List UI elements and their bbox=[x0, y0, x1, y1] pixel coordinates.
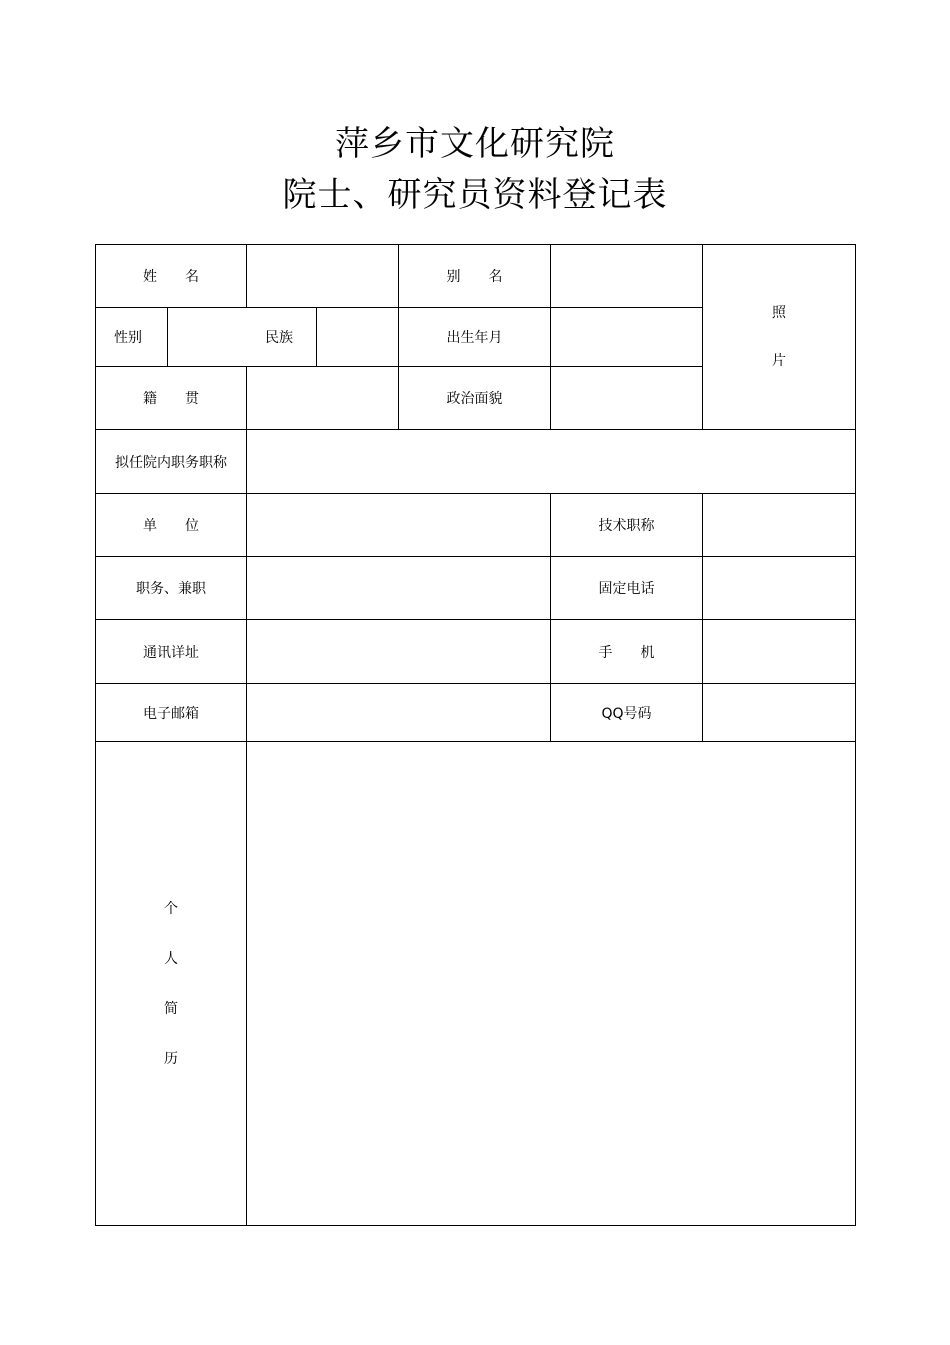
native-place-field[interactable] bbox=[247, 367, 398, 429]
mobile-label-char: 机 bbox=[640, 644, 655, 661]
native-place-label-char: 籍 bbox=[143, 391, 157, 407]
tech-title-field[interactable] bbox=[703, 494, 855, 556]
address-label: 通讯详址 bbox=[143, 644, 199, 661]
name-label bbox=[96, 245, 246, 307]
proposed-title-field[interactable] bbox=[247, 430, 855, 493]
position-field[interactable] bbox=[247, 557, 550, 619]
alias-field[interactable] bbox=[551, 245, 702, 307]
native-place-label bbox=[96, 367, 246, 429]
mobile-label-char: 手 bbox=[598, 644, 613, 661]
table-border-bottom bbox=[95, 1225, 856, 1226]
birth-label: 出生年月 bbox=[446, 330, 503, 346]
birth-field[interactable] bbox=[551, 308, 702, 366]
photo-label-char: 片 bbox=[772, 353, 786, 369]
proposed-title-label: 拟任院内职务职称 bbox=[115, 454, 227, 471]
resume-label-char: 简 bbox=[164, 1000, 178, 1017]
unit-label-char: 单 bbox=[143, 518, 157, 534]
name-field[interactable] bbox=[247, 245, 398, 307]
gender-label: 性别 bbox=[114, 330, 142, 346]
resume-label bbox=[96, 742, 246, 1225]
qq-field[interactable] bbox=[703, 684, 855, 741]
resume-label-char: 人 bbox=[164, 950, 178, 967]
address-field[interactable] bbox=[247, 620, 550, 683]
photo-box[interactable] bbox=[703, 245, 855, 429]
position-label: 职务、兼职 bbox=[136, 581, 206, 597]
mobile-field[interactable] bbox=[703, 620, 855, 683]
alias-label-char: 别 bbox=[446, 269, 461, 285]
form-title-line-1: 萍乡市文化研究院 bbox=[335, 124, 615, 164]
landline-label: 固定电话 bbox=[598, 581, 655, 597]
political-status-field[interactable] bbox=[551, 367, 702, 429]
tech-title-label: 技术职称 bbox=[598, 518, 655, 534]
qq-label: QQ号码 bbox=[601, 705, 652, 722]
form-title-line-2: 院士、研究员资料登记表 bbox=[282, 175, 668, 215]
resume-label-char: 个 bbox=[164, 900, 178, 917]
name-label-char: 名 bbox=[185, 269, 199, 285]
gender-field[interactable] bbox=[168, 308, 246, 366]
unit-label-char: 位 bbox=[185, 518, 199, 534]
alias-label bbox=[399, 245, 550, 307]
political-status-label: 政治面貌 bbox=[446, 391, 503, 407]
landline-field[interactable] bbox=[703, 557, 855, 619]
resume-label-char: 历 bbox=[164, 1050, 178, 1067]
photo-label-char: 照 bbox=[772, 305, 786, 321]
ethnicity-label: 民族 bbox=[265, 330, 293, 346]
ethnicity-field[interactable] bbox=[317, 308, 398, 366]
native-place-label-char: 贯 bbox=[185, 391, 199, 407]
unit-label bbox=[96, 494, 246, 556]
alias-label-char: 名 bbox=[488, 269, 503, 285]
unit-field[interactable] bbox=[247, 494, 550, 556]
email-label: 电子邮箱 bbox=[143, 705, 199, 722]
email-field[interactable] bbox=[247, 684, 550, 741]
resume-field[interactable] bbox=[247, 742, 855, 1225]
name-label-char: 姓 bbox=[143, 269, 157, 285]
table-border-right bbox=[855, 244, 856, 1226]
mobile-label bbox=[551, 620, 702, 683]
